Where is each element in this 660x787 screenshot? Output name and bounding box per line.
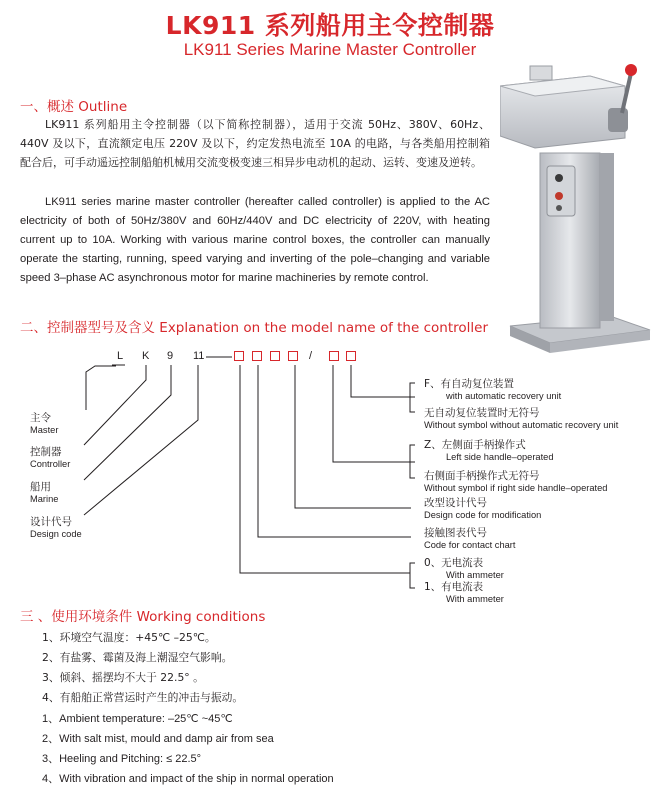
code-box-1: [234, 351, 244, 361]
code-box-2: [252, 351, 262, 361]
code-box-4: [288, 351, 298, 361]
model-char-l: L: [117, 350, 124, 362]
condition-item: 1、环境空气温度：+45℃ –25℃。: [42, 631, 216, 644]
label-ammeter: 1、有电流表 With ammeter: [424, 581, 504, 604]
label-no-ammeter: 0、无电流表 With ammeter: [424, 557, 504, 580]
section-conditions-heading: 三 、使用环境条件 Working conditions: [20, 609, 266, 625]
label-design-code: 设计代号 Design code: [30, 516, 82, 539]
model-char-11: 11: [193, 350, 205, 362]
code-box-5: [329, 351, 339, 361]
controller-photo: [500, 58, 660, 363]
condition-item: 3、倾斜、摇摆均不大于 22.5° 。: [42, 671, 204, 684]
condition-item-en: 4、With vibration and impact of the ship in normal operation: [42, 773, 334, 785]
page-title: LK911 系列船用主令控制器: [165, 11, 495, 40]
label-modification: 改型设计代号 Design code for modification: [424, 497, 542, 520]
condition-item-en: 2、With salt mist, mould and damp air from sea: [42, 733, 274, 745]
label-left-handle: Z、左侧面手柄操作式 Left side handle–operated: [424, 439, 554, 462]
section-outline-heading: 一、概述 Outline: [20, 99, 128, 115]
condition-item: 4、有船舶正常营运时产生的冲击与振动。: [42, 691, 244, 704]
label-controller: 控制器 Controller: [30, 446, 71, 469]
condition-item-en: 3、Heeling and Pitching: ≤ 22.5°: [42, 753, 202, 765]
outline-text-en: LK911 series marine master controller (hereafter called controller) is applied to the AC electricity of both of 50Hz/380V and 60Hz/440V and DC electricity of 220V, with heating current up to 10A. Working with various marine control boxes, the controller can manually operate the starting, running, speed varying and inverting of the pole–changing and variable speed 3–phase AC asynchronous motor for marine machineries by remote control.: [20, 196, 490, 284]
code-box-6: [346, 351, 356, 361]
model-char-k: K: [142, 350, 150, 362]
section-model-heading: 二、控制器型号及含义 Explanation on the model name of the controller: [20, 320, 488, 336]
label-auto-recovery: F、有自动复位装置 with automatic recovery unit: [424, 378, 562, 401]
condition-item: 2、有盐雾、霉菌及海上潮湿空气影响。: [42, 651, 233, 664]
model-char-9: 9: [167, 350, 174, 362]
label-no-auto-recovery: 无自动复位装置时无符号 Without symbol without automatic recovery unit: [424, 407, 619, 430]
label-contact-chart: 接触图表代号 Code for contact chart: [424, 527, 516, 550]
code-box-3: [270, 351, 280, 361]
label-right-handle: 右侧面手柄操作式无符号 Without symbol if right side handle–operated: [424, 470, 608, 493]
label-marine: 船用 Marine: [30, 481, 59, 504]
condition-item-en: 1、Ambient temperature: –25℃ ~45℃: [42, 713, 233, 725]
page-subtitle: LK911 Series Marine Master Controller: [183, 40, 477, 59]
label-master: 主令 Master: [30, 412, 59, 435]
model-slash: /: [309, 350, 313, 362]
outline-text-cn: LK911 系列船用主令控制器（以下简称控制器），适用于交流 50Hz、380V、60Hz、440V 及以下，直流额定电压 220V 及以下，约定发热电流至 10A 的电路，与各类船用控制箱配合后，可手动遥远控制船舶机械用交流变极变速三相异步电动机的起动、运转、变速及逆转。: [20, 118, 490, 169]
